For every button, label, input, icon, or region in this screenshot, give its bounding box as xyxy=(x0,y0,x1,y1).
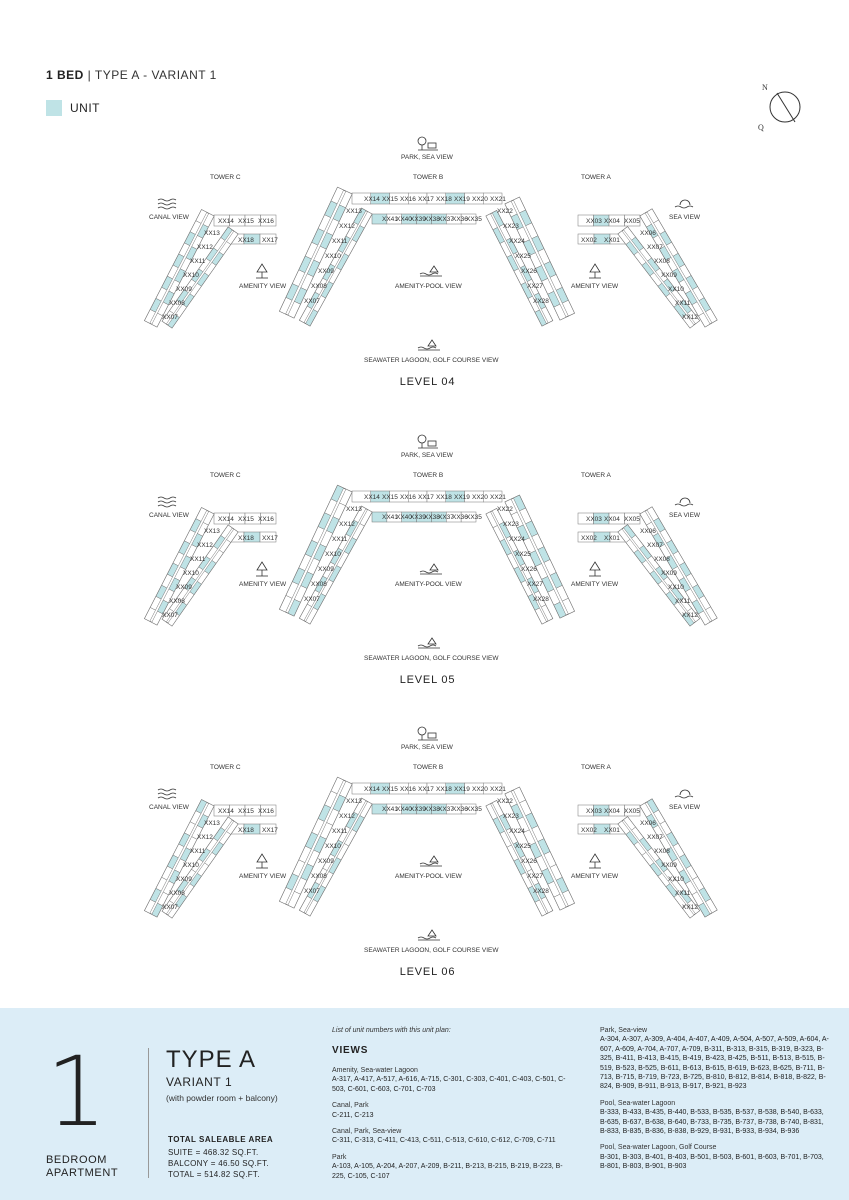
unit-label: XX18 xyxy=(238,237,254,244)
plan-header: 1 BED | TYPE A - VARIANT 1 xyxy=(46,68,217,82)
unit-label: XX10 xyxy=(668,876,684,883)
view-label-amenity-right: AMENITY VIEW xyxy=(571,873,619,880)
view-label-amenity-pool: AMENITY-POOL VIEW xyxy=(395,283,462,290)
unit-label: XX15 xyxy=(382,196,398,203)
unit-label: XX27 xyxy=(527,873,543,880)
unit-label: XX02 xyxy=(581,535,597,542)
view-label-canal: CANAL VIEW xyxy=(149,214,189,221)
amenity-icon xyxy=(253,852,271,870)
view-group-title: Canal, Park xyxy=(332,1102,369,1110)
unit-label: XX24 xyxy=(509,536,525,543)
lagoon-golf-icon xyxy=(416,636,442,650)
unit-label: XX21 xyxy=(490,494,506,501)
pool-icon xyxy=(418,854,444,868)
unit-label: XX38 xyxy=(424,514,440,521)
unit-label: XX04 xyxy=(604,218,620,225)
unit-label: XX12 xyxy=(339,521,355,528)
view-group-units: A-103, A-105, A-204, A-207, A-209, B-211, B-213, B-215, B-219, B-223, B-225, C-105, C-107 xyxy=(332,1163,563,1180)
park-icon xyxy=(416,724,440,742)
view-label-lagoon-golf: SEAWATER LAGOON, GOLF COURSE VIEW xyxy=(364,357,499,364)
unit-label: XX09 xyxy=(318,858,334,865)
unit-label: XX14 xyxy=(364,196,380,203)
unit-label: XX17 xyxy=(418,786,434,793)
unit-label: XX16 xyxy=(258,218,274,225)
tower-b-label: TOWER B xyxy=(413,472,444,479)
unit-label: XX08 xyxy=(311,581,327,588)
legend-label: UNIT xyxy=(70,101,100,115)
unit-label: XX28 xyxy=(533,888,549,895)
view-group-title: Park xyxy=(332,1153,347,1161)
unit-label: XX25 xyxy=(515,843,531,850)
unit-label: XX39 xyxy=(410,806,426,813)
unit-label: XX01 xyxy=(604,827,620,834)
unit-label: XX14 xyxy=(218,218,234,225)
unit-label: XX13 xyxy=(204,820,220,827)
waves-icon xyxy=(157,496,177,508)
tower-b-label: TOWER B xyxy=(413,174,444,181)
unit-label: XX19 xyxy=(454,494,470,501)
unit-label: XX17 xyxy=(262,237,278,244)
view-label-park-sea: PARK, SEA VIEW xyxy=(401,154,453,161)
compass-n: N xyxy=(762,83,768,92)
unit-label: XX13 xyxy=(346,208,362,215)
unit-label: XX10 xyxy=(668,286,684,293)
unit-label: XX24 xyxy=(509,828,525,835)
unit-label: XX09 xyxy=(176,584,192,591)
unit-label: XX06 xyxy=(640,820,656,827)
unit-label: XX17 xyxy=(418,494,434,501)
view-groups-right xyxy=(600,1026,832,1179)
unit-label: XX07 xyxy=(647,834,663,841)
unit-label: XX23 xyxy=(503,813,519,820)
unit-label: XX15 xyxy=(382,786,398,793)
unit-label: XX12 xyxy=(682,612,698,619)
unit-label: XX07 xyxy=(162,612,178,619)
tower-a-label: TOWER A xyxy=(581,472,611,479)
unit-label: XX08 xyxy=(654,848,670,855)
unit-label: XX18 xyxy=(238,535,254,542)
tower-c-label: TOWER C xyxy=(210,764,241,771)
view-group-title: Park, Sea-view xyxy=(600,1027,648,1034)
amenity-icon xyxy=(586,262,604,280)
suite-area: SUITE = 468.32 SQ.FT. xyxy=(168,1148,259,1157)
view-group-title: Canal, Park, Sea-view xyxy=(332,1128,402,1136)
unit-label: XX21 xyxy=(490,786,506,793)
unit-label: XX08 xyxy=(169,598,185,605)
unit-label: XX13 xyxy=(346,506,362,513)
unit-label: XX17 xyxy=(262,535,278,542)
view-group xyxy=(600,1026,832,1092)
view-label-sea: SEA VIEW xyxy=(669,214,701,221)
unit-label: XX35 xyxy=(466,806,482,813)
balcony-area: BALCONY = 46.50 SQ.FT. xyxy=(168,1159,269,1168)
unit-label: XX11 xyxy=(675,890,691,897)
unit-label: XX25 xyxy=(515,253,531,260)
unit-label: XX17 xyxy=(262,827,278,834)
view-group xyxy=(332,1153,572,1181)
unit-label: XX28 xyxy=(533,298,549,305)
view-label-amenity-left: AMENITY VIEW xyxy=(239,283,287,290)
variant-note: (with powder room + balcony) xyxy=(166,1093,278,1103)
unit-label: XX27 xyxy=(527,283,543,290)
unit-label: XX23 xyxy=(503,521,519,528)
unit-label: XX10 xyxy=(325,253,341,260)
view-label-lagoon-golf: SEAWATER LAGOON, GOLF COURSE VIEW xyxy=(364,655,499,662)
view-group-units: B-301, B-303, B-401, B-403, B-501, B-503, B-601, B-603, B-701, B-703, B-801, B-803, B-901, B-903 xyxy=(600,1153,824,1171)
view-group xyxy=(332,1101,572,1120)
unit-label: XX07 xyxy=(304,888,320,895)
unit-list-note: List of unit numbers with this unit plan: xyxy=(332,1027,451,1034)
level-title: LEVEL 05 xyxy=(399,674,456,686)
view-group-units: C-311, C-313, C-411, C-413, C-511, C-513, C-610, C-612, C-709, C-711 xyxy=(332,1137,556,1145)
bedroom-apartment-label xyxy=(46,1154,118,1180)
total-area: TOTAL = 514.82 SQ.FT. xyxy=(168,1170,260,1179)
view-group-units: B-333, B-433, B-435, B-440, B-533, B-535, B-537, B-538, B-540, B-633, B-635, B-637, B-638, B-640, B-733, B-735, B-737, B-738, B-740, B-831, B-833, B-835, B-836, B-838, B-929, B-931, B-933, B-934, B-936 xyxy=(600,1109,824,1136)
unit-label: XX18 xyxy=(436,196,452,203)
unit-label: XX09 xyxy=(661,272,677,279)
unit-label: XX25 xyxy=(515,551,531,558)
view-group-title: Pool, Sea-water Lagoon xyxy=(600,1099,676,1107)
apartment-word: APARTMENT xyxy=(46,1167,119,1179)
tower-a-label: TOWER A xyxy=(581,174,611,181)
bedroom-count: 1 xyxy=(46,1036,108,1148)
unit-label: XX41 xyxy=(382,216,398,223)
waves-icon xyxy=(157,198,177,210)
unit-label: XX10 xyxy=(183,862,199,869)
unit-label: XX20 xyxy=(472,494,488,501)
view-group xyxy=(600,1143,832,1171)
unit-label: XX08 xyxy=(169,890,185,897)
tower-b-label: TOWER B xyxy=(413,764,444,771)
bedroom-word: BEDROOM xyxy=(46,1154,108,1166)
view-group xyxy=(332,1127,572,1146)
unit-label: XX03 xyxy=(586,516,602,523)
unit-label: XX09 xyxy=(176,876,192,883)
unit-label: XX22 xyxy=(497,506,513,513)
unit-label: XX26 xyxy=(521,566,537,573)
unit-label: XX12 xyxy=(197,542,213,549)
unit-label: XX40 xyxy=(396,806,412,813)
unit-label: XX07 xyxy=(647,542,663,549)
unit-label: XX12 xyxy=(339,223,355,230)
unit-label: XX36 xyxy=(452,216,468,223)
waves-icon xyxy=(157,788,177,800)
unit-label: XX02 xyxy=(581,237,597,244)
unit-label: XX14 xyxy=(364,786,380,793)
floor-plan-level xyxy=(0,428,849,718)
unit-label: XX09 xyxy=(318,566,334,573)
tower-a-label: TOWER A xyxy=(581,764,611,771)
unit-label: XX07 xyxy=(162,314,178,321)
total-area-heading: TOTAL SALEABLE AREA xyxy=(168,1135,274,1144)
unit-label: XX10 xyxy=(668,584,684,591)
unit-label: XX02 xyxy=(581,827,597,834)
unit-label: XX18 xyxy=(436,786,452,793)
unit-label: XX01 xyxy=(604,535,620,542)
unit-label: XX08 xyxy=(654,556,670,563)
view-label-amenity-pool: AMENITY-POOL VIEW xyxy=(395,581,462,588)
unit-label: XX39 xyxy=(410,514,426,521)
header-bed-count: 1 BED xyxy=(46,68,84,82)
unit-label: XX16 xyxy=(258,516,274,523)
unit-label: XX14 xyxy=(364,494,380,501)
unit-label: XX20 xyxy=(472,786,488,793)
unit-label: XX10 xyxy=(325,551,341,558)
unit-label: XX28 xyxy=(533,596,549,603)
unit-label: XX11 xyxy=(190,556,206,563)
view-label-sea: SEA VIEW xyxy=(669,512,701,519)
unit-label: XX17 xyxy=(418,196,434,203)
unit-label: XX22 xyxy=(497,798,513,805)
amenity-icon xyxy=(586,852,604,870)
view-label-canal: CANAL VIEW xyxy=(149,804,189,811)
unit-label: XX18 xyxy=(436,494,452,501)
unit-label: XX07 xyxy=(162,904,178,911)
park-icon xyxy=(416,134,440,152)
view-label-park-sea: PARK, SEA VIEW xyxy=(401,452,453,459)
park-icon xyxy=(416,432,440,450)
unit-label: XX11 xyxy=(332,238,348,245)
view-label-park-sea: PARK, SEA VIEW xyxy=(401,744,453,751)
unit-label: XX08 xyxy=(654,258,670,265)
floor-plan-level xyxy=(0,130,849,420)
unit-label: XX20 xyxy=(472,196,488,203)
unit-label: XX19 xyxy=(454,786,470,793)
unit-label: XX11 xyxy=(332,828,348,835)
unit-label: XX09 xyxy=(661,570,677,577)
unit-label: XX19 xyxy=(454,196,470,203)
footer-divider xyxy=(148,1048,149,1178)
view-label-amenity-left: AMENITY VIEW xyxy=(239,873,287,880)
unit-label: XX15 xyxy=(238,516,254,523)
unit-label: XX08 xyxy=(311,283,327,290)
unit-label: XX06 xyxy=(640,230,656,237)
view-group xyxy=(332,1066,572,1094)
unit-label: XX08 xyxy=(169,300,185,307)
unit-label: XX10 xyxy=(325,843,341,850)
unit-label: XX06 xyxy=(640,528,656,535)
unit-label: XX15 xyxy=(382,494,398,501)
unit-label: XX09 xyxy=(176,286,192,293)
unit-label: XX05 xyxy=(624,516,640,523)
unit-label: XX36 xyxy=(452,806,468,813)
view-label-canal: CANAL VIEW xyxy=(149,512,189,519)
unit-label: XX40 xyxy=(396,514,412,521)
unit-label: XX04 xyxy=(604,808,620,815)
views-heading: VIEWS xyxy=(332,1045,369,1056)
unit-label: XX15 xyxy=(238,218,254,225)
unit-label: XX39 xyxy=(410,216,426,223)
unit-label: XX16 xyxy=(400,196,416,203)
unit-label: XX11 xyxy=(332,536,348,543)
unit-label: XX03 xyxy=(586,808,602,815)
unit-label: XX37 xyxy=(438,216,454,223)
unit-label: XX03 xyxy=(586,218,602,225)
variant-title: VARIANT 1 xyxy=(166,1075,233,1089)
amenity-icon xyxy=(586,560,604,578)
unit-label: XX13 xyxy=(204,230,220,237)
level-title: LEVEL 04 xyxy=(399,376,456,388)
unit-label: XX26 xyxy=(521,268,537,275)
unit-label: XX11 xyxy=(190,258,206,265)
unit-label: XX12 xyxy=(339,813,355,820)
lagoon-golf-icon xyxy=(416,338,442,352)
sun-sea-icon xyxy=(674,494,696,508)
unit-label: XX26 xyxy=(521,858,537,865)
unit-label: XX05 xyxy=(624,218,640,225)
unit-label: XX16 xyxy=(258,808,274,815)
unit-label: XX05 xyxy=(624,808,640,815)
unit-label: XX07 xyxy=(304,596,320,603)
type-title: TYPE A xyxy=(166,1046,257,1073)
unit-label: XX23 xyxy=(503,223,519,230)
view-group-units: C-211, C-213 xyxy=(332,1111,374,1119)
view-group-units: A-317, A-417, A-517, A-616, A-715, C-301, C-303, C-401, C-403, C-501, C-503, C-601, C-603, C-701, C-703 xyxy=(332,1076,566,1093)
compass-q: Q xyxy=(758,123,764,132)
unit-label: XX12 xyxy=(682,314,698,321)
unit-label: XX21 xyxy=(490,196,506,203)
unit-label: XX10 xyxy=(183,272,199,279)
unit-label: XX08 xyxy=(311,873,327,880)
unit-label: XX35 xyxy=(466,514,482,521)
view-label-lagoon-golf: SEAWATER LAGOON, GOLF COURSE VIEW xyxy=(364,947,499,954)
unit-label: XX13 xyxy=(346,798,362,805)
sun-sea-icon xyxy=(674,196,696,210)
unit-label: XX14 xyxy=(218,516,234,523)
unit-label: XX40 xyxy=(396,216,412,223)
unit-label: XX12 xyxy=(197,244,213,251)
lagoon-golf-icon xyxy=(416,928,442,942)
unit-label: XX38 xyxy=(424,806,440,813)
unit-label: XX16 xyxy=(400,494,416,501)
amenity-icon xyxy=(253,262,271,280)
unit-label: XX01 xyxy=(604,237,620,244)
unit-label: XX10 xyxy=(183,570,199,577)
compass-icon xyxy=(758,82,808,132)
floor-plan-level xyxy=(0,720,849,1010)
unit-label: XX13 xyxy=(204,528,220,535)
unit-label: XX36 xyxy=(452,514,468,521)
pool-icon xyxy=(418,264,444,278)
unit-label: XX22 xyxy=(497,208,513,215)
unit-label: XX04 xyxy=(604,516,620,523)
unit-label: XX35 xyxy=(466,216,482,223)
unit-label: XX12 xyxy=(682,904,698,911)
legend xyxy=(46,100,100,116)
view-label-amenity-right: AMENITY VIEW xyxy=(571,581,619,588)
unit-label: XX11 xyxy=(675,598,691,605)
unit-label: XX37 xyxy=(438,514,454,521)
view-group-title: Pool, Sea-water Lagoon, Golf Course xyxy=(600,1144,717,1152)
unit-label: XX38 xyxy=(424,216,440,223)
unit-label: XX41 xyxy=(382,514,398,521)
view-groups-left xyxy=(332,1066,572,1188)
level-title: LEVEL 06 xyxy=(399,966,456,978)
view-label-amenity-left: AMENITY VIEW xyxy=(239,581,287,588)
unit-label: XX09 xyxy=(318,268,334,275)
unit-label: XX07 xyxy=(647,244,663,251)
unit-label: XX37 xyxy=(438,806,454,813)
sun-sea-icon xyxy=(674,786,696,800)
unit-label: XX41 xyxy=(382,806,398,813)
header-type: TYPE A - VARIANT 1 xyxy=(94,68,217,82)
unit-label: XX27 xyxy=(527,581,543,588)
unit-label: XX07 xyxy=(304,298,320,305)
pool-icon xyxy=(418,562,444,576)
unit-label: XX16 xyxy=(400,786,416,793)
view-label-amenity-pool: AMENITY-POOL VIEW xyxy=(395,873,462,880)
unit-label: XX11 xyxy=(675,300,691,307)
view-group-title: Amenity, Sea-water Lagoon xyxy=(332,1067,418,1074)
unit-label: XX11 xyxy=(190,848,206,855)
view-group xyxy=(600,1099,832,1137)
unit-label: XX15 xyxy=(238,808,254,815)
amenity-icon xyxy=(253,560,271,578)
unit-label: XX24 xyxy=(509,238,525,245)
legend-swatch xyxy=(46,100,62,116)
unit-label: XX18 xyxy=(238,827,254,834)
unit-label: XX09 xyxy=(661,862,677,869)
view-label-amenity-right: AMENITY VIEW xyxy=(571,283,619,290)
view-label-sea: SEA VIEW xyxy=(669,804,701,811)
view-group-units: A-304, A-307, A-309, A-404, A-407, A-409, A-504, A-507, A-509, A-604, A-607, A-609, A-704, A-707, A-709, B-311, B-313, B-315, B-319, B-323, B-325, B-411, B-413, B-415, B-419, B-423, B-425, B-511, B-513, B-515, B-519, B-523, B-525, B-611, B-613, B-615, B-619, B-623, B-625, B-711, B-713, B-715, B-719, B-723, B-725, B-810, B-812, B-814, B-818, B-822, B-824, B-909, B-911, B-913, B-917, B-921, B-923 xyxy=(600,1036,829,1091)
unit-label: XX12 xyxy=(197,834,213,841)
unit-label: XX14 xyxy=(218,808,234,815)
tower-c-label: TOWER C xyxy=(210,472,241,479)
tower-c-label: TOWER C xyxy=(210,174,241,181)
